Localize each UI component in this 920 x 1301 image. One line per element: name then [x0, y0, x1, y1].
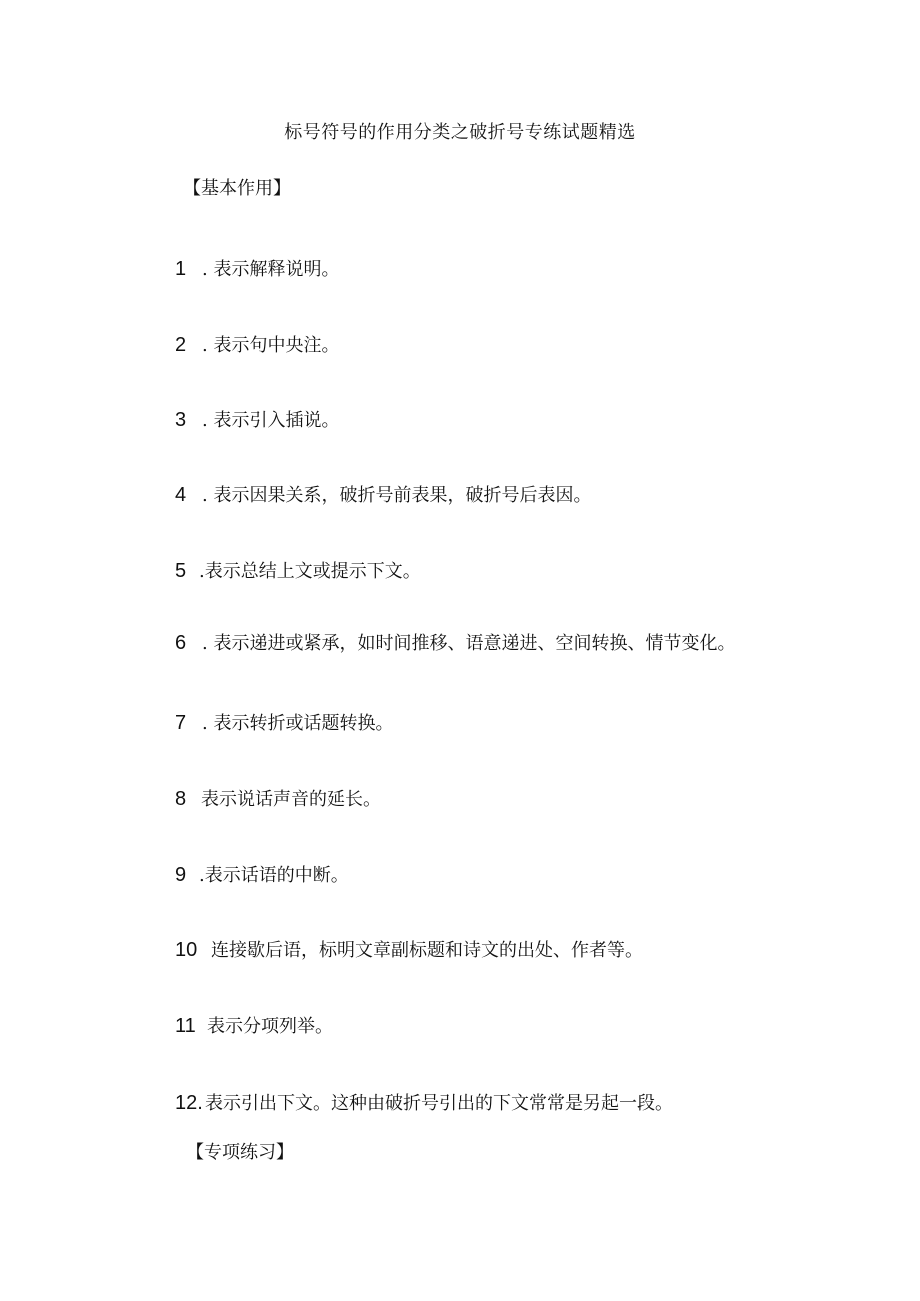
item-text: 连接歇后语，标明文章副标题和诗文的出处、作者等。 [211, 940, 643, 961]
item-text: .表示总结上文或提示下文。 [199, 561, 421, 582]
item-number: 8 [175, 788, 187, 810]
item-number: 3 [175, 409, 187, 431]
item-number: 10 [175, 939, 198, 961]
item-text: . 表示递进或紧承，如时间推移、语意递进、空间转换、情节变化。 [202, 633, 736, 654]
list-item [175, 710, 393, 736]
item-text: . 表示句中央注。 [202, 335, 340, 356]
item-number: 6 [175, 632, 187, 654]
item-number: 11 [175, 1015, 196, 1037]
item-text: . 表示引入插说。 [202, 410, 340, 431]
item-text: .表示话语的中断。 [199, 865, 349, 886]
item-text: . 表示转折或话题转换。 [202, 713, 394, 734]
list-item [175, 256, 339, 282]
item-number: 2 [175, 334, 187, 356]
list-item [175, 332, 339, 358]
list-item [175, 1013, 333, 1039]
item-text: 表示说话声音的延长。 [201, 789, 381, 810]
item-number: 5 [175, 560, 187, 582]
item-number: 12. [175, 1092, 203, 1114]
list-item [175, 1090, 673, 1116]
list-item [175, 558, 421, 584]
item-number: 1 [175, 258, 187, 280]
list-item [175, 407, 339, 433]
item-text: 表示分项列举。 [207, 1016, 333, 1037]
item-number: 9 [175, 864, 187, 886]
section-heading-basic: 【基本作用】 [183, 178, 291, 199]
item-text: . 表示解释说明。 [202, 259, 340, 280]
section-heading-practice: 【专项练习】 [186, 1142, 294, 1163]
list-item [175, 630, 735, 656]
item-number: 4 [175, 484, 187, 506]
list-item [175, 937, 643, 963]
document-title: 标号符号的作用分类之破折号专练试题精选 [284, 122, 636, 143]
list-item [175, 482, 591, 508]
list-item [175, 786, 381, 812]
item-number: 7 [175, 712, 187, 734]
list-item [175, 862, 349, 888]
item-text: 表示引出下文。这种由破折号引出的下文常常是另起一段。 [205, 1093, 673, 1114]
item-text: . 表示因果关系，破折号前表果，破折号后表因。 [202, 485, 592, 506]
